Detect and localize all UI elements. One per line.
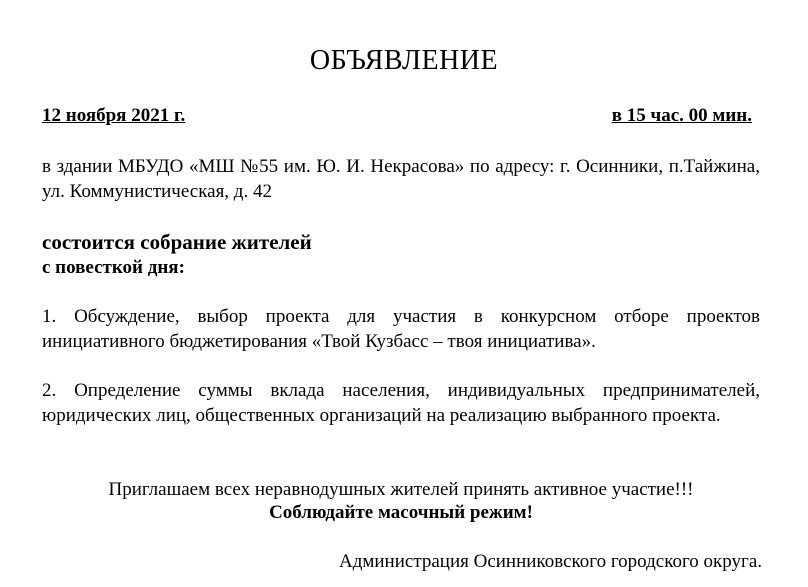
agenda-item-2: 2. Определение суммы вклада населения, индивидуальных предпринимателей, юридических лиц, общественных организаций на реализацию выбранного проекта. <box>42 380 760 426</box>
meeting-date: 12 ноября 2021 г. <box>42 105 186 126</box>
meeting-time: в 15 час. 00 мин. <box>611 105 752 126</box>
date-time-line <box>42 104 752 128</box>
agenda-heading: с повесткой дня: <box>42 257 185 278</box>
signature: Администрация Осинниковского городского округа. <box>338 551 762 572</box>
mask-notice: Соблюдайте масочный режим! <box>269 502 533 523</box>
invitation-text: Приглашаем всех неравнодушных жителей принять активное участие!!! <box>108 479 694 500</box>
agenda-item-1: 1. Обсуждение, выбор проекта для участия в конкурсном отборе проектов инициативного бюджетирования «Твой Кузбасс – твоя инициатива». <box>42 306 760 352</box>
document-title: ОБЪЯВЛЕНИЕ <box>309 45 499 76</box>
meeting-address: в здании МБУДО «МШ №55 им. Ю. И. Некрасова» по адресу: г. Осинники, п.Тайжина, ул. Коммунистическая, д. 42 <box>42 156 760 202</box>
meeting-heading: состоится собрание жителей <box>42 230 312 254</box>
